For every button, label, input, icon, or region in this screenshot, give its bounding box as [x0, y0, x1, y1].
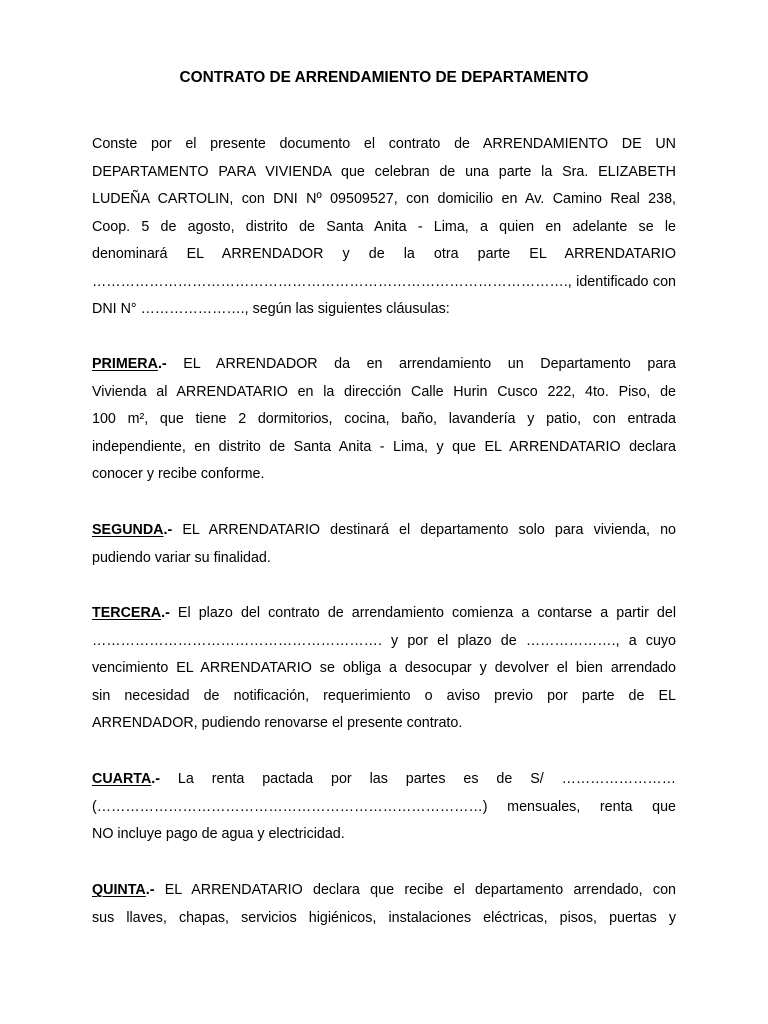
intro-line: Coop. 5 de agosto, distrito de Santa Anita - Lima, a quien en adelante se le	[92, 218, 676, 235]
clause-line: (………………………………………………………………………) mensuales, renta que	[92, 798, 676, 815]
clause-line	[92, 351, 676, 379]
clause-line	[92, 517, 676, 545]
intro-line: Conste por el presente documento el contrato de ARRENDAMIENTO DE UN	[92, 136, 676, 152]
intro-line: DEPARTAMENTO PARA VIVIENDA que celebran de una parte la Sra. ELIZABETH	[92, 163, 676, 180]
clause-heading-suffix: .-	[145, 882, 155, 898]
intro-line: ………………………………………………………………………………………., identificado con	[92, 273, 676, 290]
intro-line: LUDEÑA CARTOLIN, con DNI Nº 09509527, con domicilio en Av. Camino Real 238,	[92, 191, 676, 207]
clause-line	[92, 600, 676, 628]
clause-line: ……………………………………………………. y por el plazo de ………………., a cuyo	[92, 632, 676, 649]
clause-primera	[92, 351, 676, 489]
clause-heading: SEGUNDA	[92, 522, 164, 538]
clause-text: La renta pactada por las partes es de S/ ……………………	[160, 771, 676, 787]
clause-line: pudiendo variar su finalidad.	[92, 549, 271, 566]
clause-heading-suffix: .-	[161, 605, 170, 621]
clause-line: vencimiento EL ARRENDATARIO se obliga a desocupar y devolver el bien arrendado	[92, 660, 676, 676]
clause-text: EL ARRENDATARIO destinará el departamento solo para vivienda, no	[172, 522, 676, 538]
clause-line: Vivienda al ARRENDATARIO en la dirección Calle Hurin Cusco 222, 4to. Piso, de	[92, 383, 676, 400]
clause-line	[92, 877, 676, 905]
clause-heading: PRIMERA	[92, 356, 158, 372]
clause-line: sus llaves, chapas, servicios higiénicos, instalaciones eléctricas, pisos, puertas y	[92, 909, 676, 926]
clause-line: 100 m², que tiene 2 dormitorios, cocina, baño, lavandería y patio, con entrada	[92, 411, 676, 427]
clause-heading-suffix: .-	[157, 356, 167, 372]
clause-line: conocer y recibe conforme.	[92, 466, 265, 482]
clause-text: El plazo del contrato de arrendamiento comienza a contarse a partir del	[169, 605, 676, 621]
clause-heading: CUARTA	[92, 771, 152, 787]
clause-segunda	[92, 517, 676, 572]
document-title: CONTRATO DE ARRENDAMIENTO DE DEPARTAMENTO	[179, 69, 589, 86]
clause-line: ARRENDADOR, pudiendo renovarse el presente contrato.	[92, 715, 463, 731]
clause-heading-suffix: .-	[163, 522, 173, 538]
intro-line: denominará EL ARRENDADOR y de la otra parte EL ARRENDATARIO	[92, 246, 676, 262]
clause-heading: QUINTA	[92, 882, 146, 898]
clause-line: sin necesidad de notificación, requerimiento o aviso previo por parte de EL	[92, 687, 676, 704]
clause-heading-suffix: .-	[151, 771, 161, 787]
clause-line: NO incluye pago de agua y electricidad.	[92, 826, 345, 842]
clause-cuarta	[92, 766, 676, 849]
clause-tercera	[92, 600, 676, 738]
intro-line: DNI N° …………………., según las siguientes cláusulas:	[92, 301, 450, 317]
intro-paragraph	[92, 131, 676, 324]
clause-line	[92, 766, 676, 794]
clause-heading: TERCERA	[92, 605, 162, 621]
clause-quinta	[92, 877, 676, 932]
clause-text: EL ARRENDADOR da en arrendamiento un Departamento para	[166, 356, 676, 372]
clause-text: EL ARRENDATARIO declara que recibe el departamento arrendado, con	[154, 882, 676, 898]
clause-line: independiente, en distrito de Santa Anita - Lima, y que EL ARRENDATARIO declara	[92, 438, 676, 455]
